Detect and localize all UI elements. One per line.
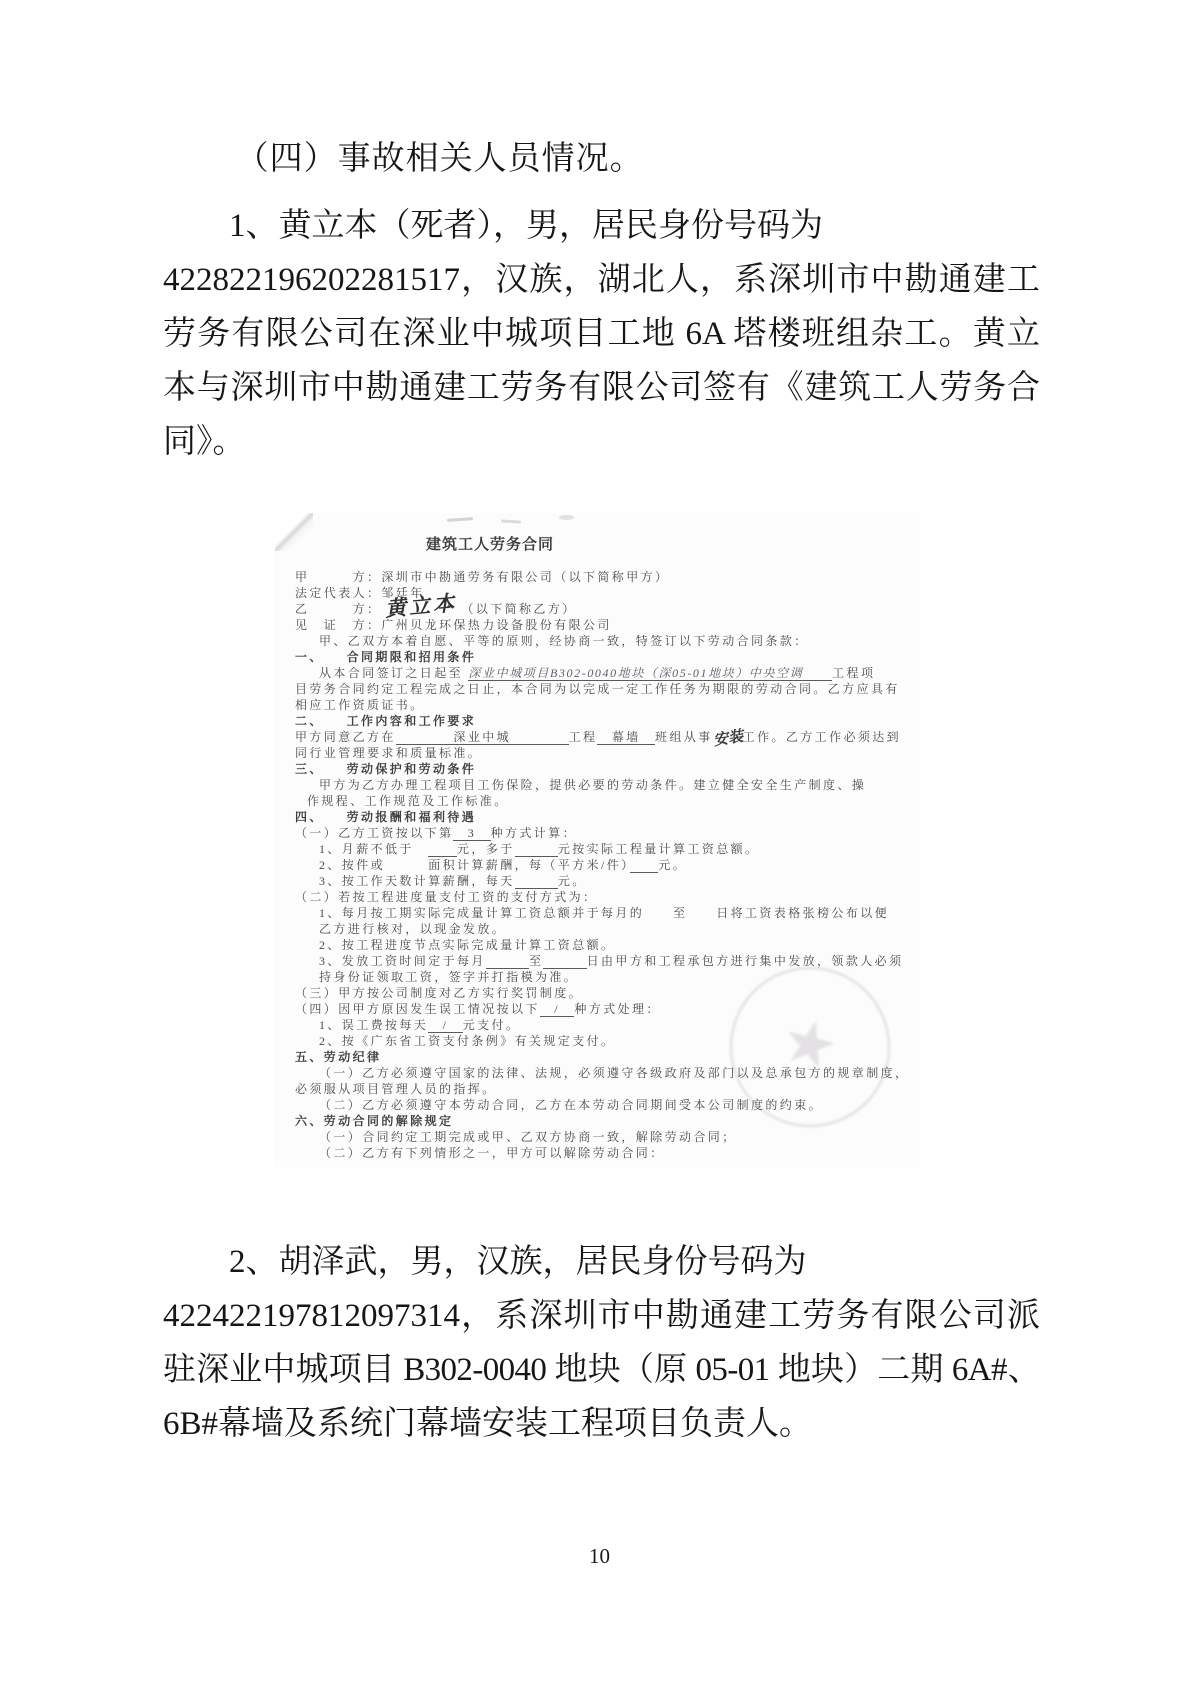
report-text-line: 同》。 (163, 424, 246, 460)
contract-text-line: 1、每月按工期实际完成量计算工资总额并于每月的 至 日将工资表格张榜公布以便 (319, 906, 890, 920)
contract-text-line: （二）乙方必须遵守本劳动合同，乙方在本劳动合同期间受本公司制度的约束。 (319, 1098, 824, 1112)
contract-text-line: （三）甲方按公司制度对乙方实行奖罚制度。 (295, 986, 584, 1000)
report-text-line: 6B#幕墙及系统门幕墙安装工程项目负责人。 (163, 1406, 813, 1442)
paragraph-person-1 (163, 199, 1040, 469)
contract-text-line: 3、按工作天数计算薪酬，每天 元。 (319, 874, 587, 888)
contract-text-line: 二、 工作内容和工作要求 (295, 714, 477, 728)
report-text-line: 422422197812097314，系深圳市中勘通建工劳务有限公司派 (163, 1298, 1040, 1334)
contract-text-line: 1、误工费按每天 / 元支付。 (319, 1018, 521, 1032)
page-number: 10 (589, 1544, 610, 1568)
report-text-line: 2、胡泽武，男，汉族，居民身份号码为 (229, 1244, 807, 1280)
contract-text-line: 甲方为乙方办理工程项目工伤保险，提供必要的劳动条件。建立健全安全生产制度、操 (319, 778, 867, 792)
contract-text-line: 必须服从项目管理人员的指挥。 (295, 1082, 497, 1096)
contract-text-line: 乙 方： 黄立本 （以下简称乙方） (295, 590, 577, 622)
contract-text-line: 甲、乙双方本着自愿、平等的原则，经协商一致，特签订以下劳动合同条款： (319, 634, 809, 648)
contract-text-line: 从本合同签订之日起至 深业中城项目B302-0040地块（深05-01地块）中央空调 工程项 (319, 666, 876, 680)
scan-fold-artifact (275, 513, 313, 551)
contract-text-line: 甲 方：深圳市中勘通劳务有限公司（以下简称甲方） (295, 570, 670, 584)
contract-text-line: 持身份证领取工资，签字并打指模为准。 (319, 970, 579, 984)
contract-text-line: 六、劳动合同的解除规定 (295, 1114, 454, 1128)
scan-smudge-artifact (447, 517, 473, 522)
contract-scan-image (275, 513, 920, 1167)
report-text-line: 劳务有限公司在深业中城项目工地 6A 塔楼班组杂工。黄立 (163, 316, 1040, 352)
section-heading: （四）事故相关人员情况。 (235, 141, 644, 177)
contract-text-line: 法定代表人：邹廷年 (295, 586, 425, 600)
report-text-line: 驻深业中城项目 B302-0040 地块（原 05-01 地块）二期 6A#、 (163, 1352, 1040, 1388)
contract-text-line: （四）因甲方原因发生误工情况按以下 / 种方式处理： (295, 1002, 661, 1016)
contract-text-line: 同行业管理要求和质量标准。 (295, 746, 483, 760)
report-text-line: 本与深圳市中勘通建工劳务有限公司签有《建筑工人劳务合 (163, 370, 1040, 406)
contract-text-line: 甲方同意乙方在 深业中城 工程 幕墙 班组从事安装工作。乙方工作必须达到 (295, 728, 902, 750)
contract-text-line: （二）若按工程进度量支付工资的支付方式为： (295, 890, 598, 904)
paragraph-person-2 (163, 1235, 1040, 1451)
scan-smudge-artifact (559, 515, 574, 520)
stamp-seal (730, 967, 890, 1127)
contract-text-line: 2、按工程进度节点实际完成量计算工资总额。 (319, 938, 616, 952)
contract-text-line: （一）合同约定工期完成或甲、乙双方协商一致，解除劳动合同； (319, 1130, 737, 1144)
contract-text-line: 五、劳动纪律 (295, 1050, 382, 1064)
contract-text-line: （一）乙方工资按以下第 3 种方式计算： (295, 826, 578, 840)
contract-text-line: 见 证 方：广州贝龙环保热力设备股份有限公司 (295, 618, 612, 632)
report-text-line: 1、黄立本（死者），男，居民身份号码为 (229, 208, 823, 244)
contract-text-line: （一）乙方必须遵守国家的法律、法规，必须遵守各级政府及部门以及总承包方的规章制度， (319, 1066, 910, 1080)
scan-smudge-artifact (501, 519, 521, 523)
contract-text-line: 作规程、工作规范及工作标准。 (307, 794, 509, 808)
report-text-line: 422822196202281517，汉族，湖北人，系深圳市中勘通建工 (163, 262, 1040, 298)
contract-text-line: 2、按《广东省工资支付条例》有关规定支付。 (319, 1034, 616, 1048)
contract-text-line: 相应工作资质证书。 (295, 698, 425, 712)
contract-text-line: 目劳务合同约定工程完成之日止，本合同为以完成一定工作任务为期限的劳动合同。乙方应具有 (295, 682, 900, 696)
contract-text-line: 四、 劳动报酬和福利待遇 (295, 810, 477, 824)
star-icon: ★ (774, 1001, 846, 1086)
contract-text-line: 乙方进行核对，以现金发放。 (319, 922, 507, 936)
contract-text-line: 一、 合同期限和招用条件 (295, 650, 477, 664)
contract-text-line: 1、月薪不低于 元，多于 元按实际工程量计算工资总额。 (319, 842, 760, 856)
contract-title: 建筑工人劳务合同 (425, 537, 554, 553)
contract-text-line: 2、按件或 面积计算薪酬，每（平方米/件） 元。 (319, 858, 688, 872)
contract-text-line: 3、发放工资时间定于每月 至 日由甲方和工程承包方进行集中发放，领款人必须 (319, 954, 904, 968)
contract-text-line: （二）乙方有下列情形之一，甲方可以解除劳动合同： (319, 1146, 665, 1160)
contract-text-line: 三、 劳动保护和劳动条件 (295, 762, 477, 776)
